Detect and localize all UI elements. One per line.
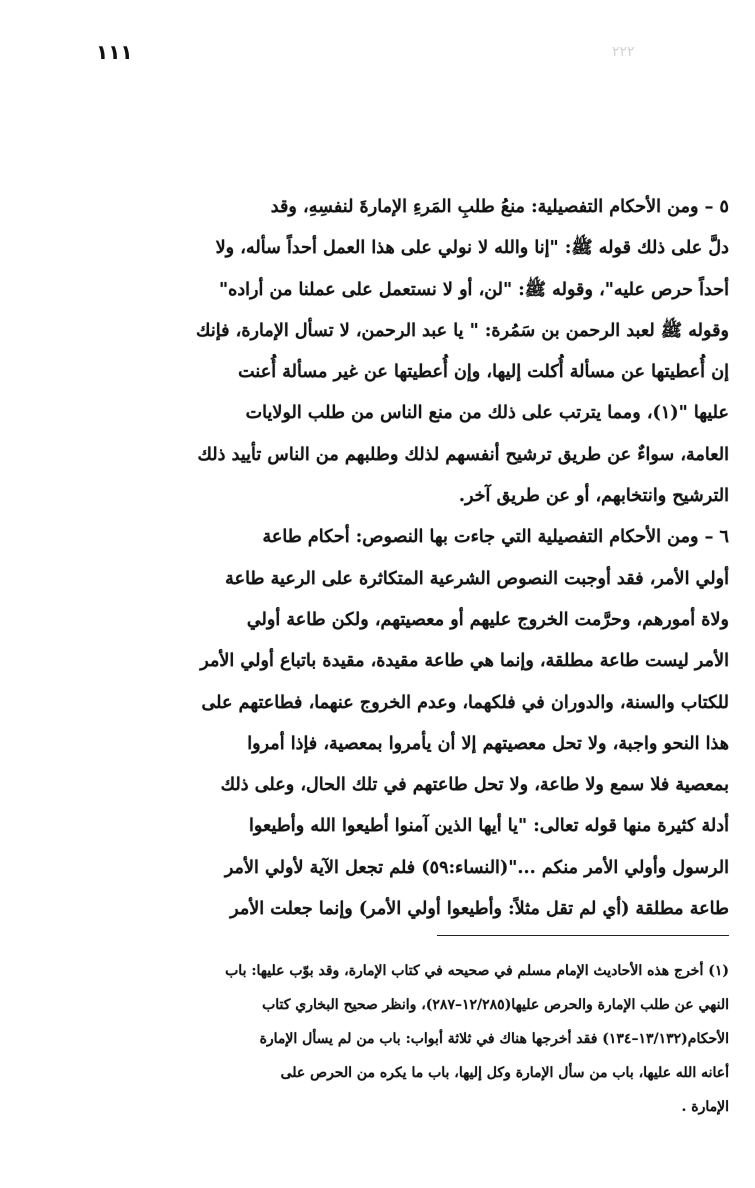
text-line: بمعصية فلا سمع ولا طاعة، ولا تحل طاعتهم في تلك الحال، وعلى ذلك — [220, 774, 729, 796]
text-line: طاعة مطلقة (أي لم تقل مثلاً: وأطيعوا أولي الأمر) وإنما جعلت الأمر — [230, 898, 729, 920]
text-line: الترشيح وانتخابهم، أو عن طريق آخر. — [458, 485, 729, 507]
text-line: الرسول وأولي الأمر منكم ..."(النساء:٥٩) فلم تجعل الآية لأولي الأمر — [224, 856, 729, 878]
footnote-line: الأحكام(١٣/١٣٢–١٣٤) فقد أخرجها هناك في ثلاثة أبواب: باب من لم يسأل الإمارة — [259, 1031, 729, 1047]
footnote-line: أعانه الله عليها، باب من سأل الإمارة وكل إليها، باب ما يكره من الحرص على — [280, 1065, 729, 1081]
page-number: ١١١ — [96, 40, 133, 64]
footnote-divider — [437, 935, 729, 936]
text-line: ٥ – ومن الأحكام التفصيلية: منعُ طلبِ المَرءِ الإمارةَ لنفسِهِ، وقد — [270, 196, 729, 217]
footnote-line: النهي عن طلب الإمارة والحرص عليها(١٢/٢٨٥–٢٨٧)، وانظر صحيح البخاري كتاب — [262, 997, 729, 1013]
text-line: دلَّ على ذلك قوله ﷺ: "إنا والله لا نولي على هذا العمل أحداً سأله، ولا — [215, 237, 729, 259]
text-line: أحداً حرص عليه"، وقوله ﷺ: "لن، أو لا نستعمل على عملنا من أراده" — [218, 278, 729, 300]
text-line: وقوله ﷺ لعبد الرحمن بن سَمُرة: " يا عبد الرحمن، لا تسأل الإمارة، فإنك — [196, 319, 729, 341]
text-line: للكتاب والسنة، والدوران في فلكهما، وعدم الخروج عنهما، فطاعتهم على — [201, 691, 729, 713]
text-line: ٦ – ومن الأحكام التفصيلية التي جاءت بها النصوص: أحكام طاعة — [262, 526, 729, 548]
text-line: الأمر ليست طاعة مطلقة، وإنما هي طاعة مقيدة، مقيدة باتباع أولي الأمر — [200, 650, 729, 672]
text-line: العامة، سواءٌ عن طريق ترشيح أنفسهم لذلك وطلبهم من الناس تأييد ذلك — [197, 443, 729, 465]
footnote-line: (١) أخرج هذه الأحاديث الإمام مسلم في صحيحه في كتاب الإمارة، وقد بوّب عليها: باب — [225, 963, 729, 979]
text-line: هذا النحو واجبة، ولا تحل معصيتهم إلا أن يأمروا بمعصية، فإذا أمروا — [247, 732, 729, 754]
footnote-line: الإمارة . — [681, 1099, 729, 1115]
text-line: عليها "(١)، ومما يترتب على ذلك من منع الناس من طلب الولايات — [245, 402, 729, 424]
text-line: ولاة أمورهم، وحرَّمت الخروج عليهم أو معصيتهم، ولكن طاعة أولي — [246, 608, 729, 630]
main-text-block — [84, 186, 729, 929]
text-line: أولي الأمر، فقد أوجبت النصوص الشرعية المتكاثرة على الرعية طاعة — [225, 567, 729, 589]
text-line: إن أُعطيتها عن مسألة أُكلت إليها، وإن أُعطيتها عن غير مسألة أُعنت — [238, 361, 729, 383]
footnotes-block — [84, 954, 729, 1124]
bleed-through-page-number: ٢٢٢ — [612, 44, 635, 60]
text-line: أدلة كثيرة منها قوله تعالى: "يا أيها الذين آمنوا أطيعوا الله وأطيعوا — [249, 815, 729, 837]
